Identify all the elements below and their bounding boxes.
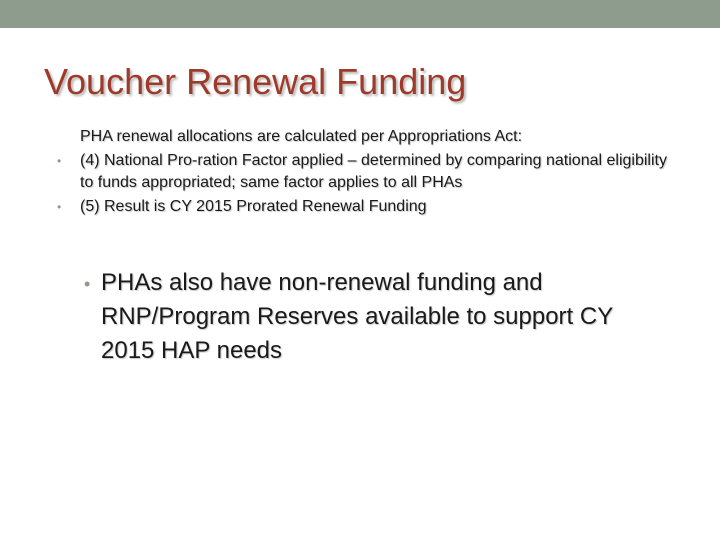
bullet-item bbox=[57, 196, 670, 218]
top-accent-bar bbox=[0, 0, 720, 28]
bullet-text: (5) Result is CY 2015 Prorated Renewal Funding bbox=[80, 198, 427, 215]
sub-bullet-icon: • bbox=[84, 274, 91, 294]
intro-text: PHA renewal allocations are calculated per Appropriations Act: bbox=[80, 128, 523, 145]
slide-title: Voucher Renewal Funding bbox=[44, 61, 467, 102]
sub-bullet-text: PHAs also have non-renewal funding and RNP/Program Reserves available to support CY 2015 HAP needs bbox=[101, 269, 613, 364]
bullet-icon: • bbox=[57, 154, 62, 168]
body-text bbox=[57, 126, 670, 220]
sub-bullet-item bbox=[84, 266, 671, 368]
bullet-icon: • bbox=[57, 200, 62, 214]
bullet-text: (4) National Pro-ration Factor applied – determined by comparing national eligibility to funds appropriated; same factor applies to all PHAs bbox=[80, 152, 667, 191]
bullet-item bbox=[57, 150, 670, 194]
